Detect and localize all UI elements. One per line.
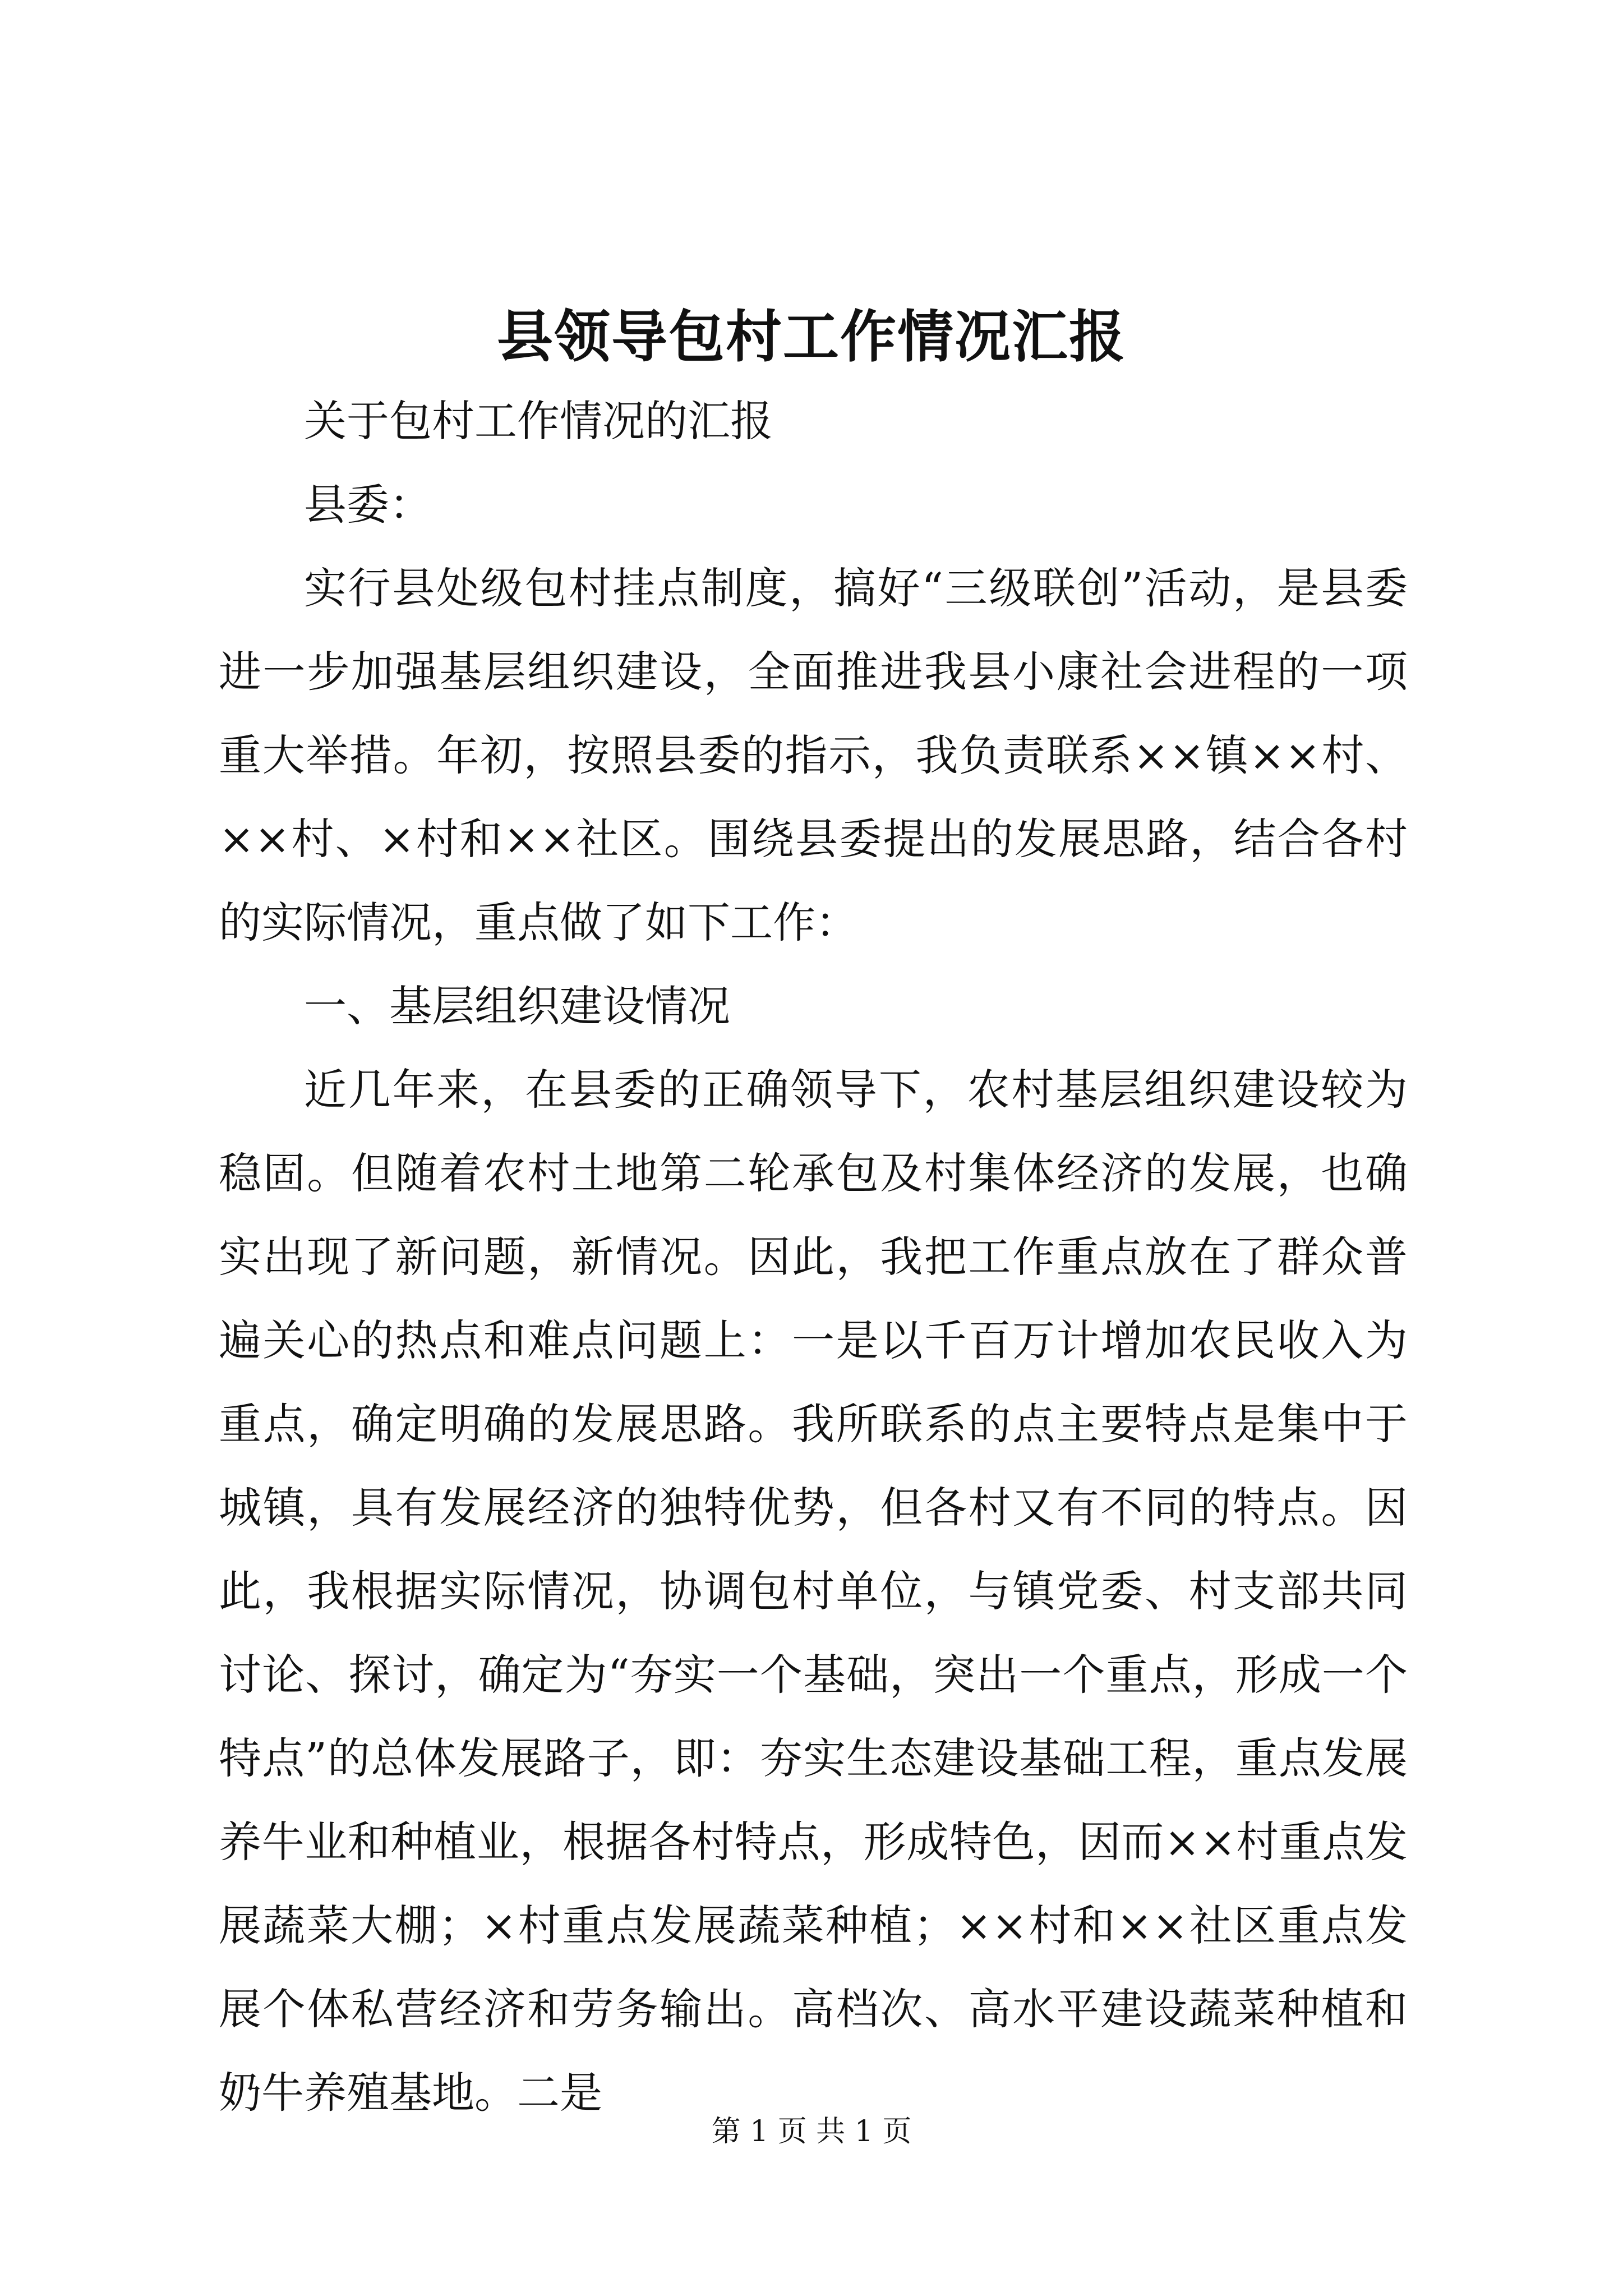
intro-paragraph: 实行县处级包村挂点制度，搞好“三级联创”活动，是县委进一步加强基层组织建设，全面推进我县小康社会进程的一项重大举措。年初，按照县委的指示，我负责联系××镇××村、××村、×村和××社区。围绕县委提出的发展思路，结合各村的实际情况，重点做了如下工作： [219, 563, 1408, 947]
section-heading: 一、基层组织建设情况 [304, 981, 730, 1031]
report-subtitle: 关于包村工作情况的汇报 [304, 396, 773, 446]
document-body [219, 379, 1408, 2134]
document-title: 县领导包村工作情况汇报 [497, 303, 1126, 370]
body-paragraph: 近几年来，在县委的正确领导下，农村基层组织建设较为稳固。但随着农村土地第二轮承包及村集体经济的发展，也确实出现了新问题，新情况。因此，我把工作重点放在了群众普遍关心的热点和难点问题上：一是以千百万计增加农民收入为重点，确定明确的发展思路。我所联系的点主要特点是集中于城镇，具有发展经济的独特优势，但各村又有不同的特点。因此，我根据实际情况，协调包村单位，与镇党委、村支部共同讨论、探讨，确定为“夯实一个基础，突出一个重点，形成一个特点”的总体发展路子，即：夯实生态建设基础工程，重点发展养牛业和种植业，根据各村特点，形成特色，因而××村重点发展蔬菜大棚；×村重点发展蔬菜种植；××村和××社区重点发展个体私营经济和劳务输出。高档次、高水平建设蔬菜种植和奶牛养殖基地。二是 [219, 1065, 1408, 2118]
salutation: 县委： [304, 480, 432, 530]
page-number-footer: 第 1 页 共 1 页 [711, 2115, 912, 2148]
